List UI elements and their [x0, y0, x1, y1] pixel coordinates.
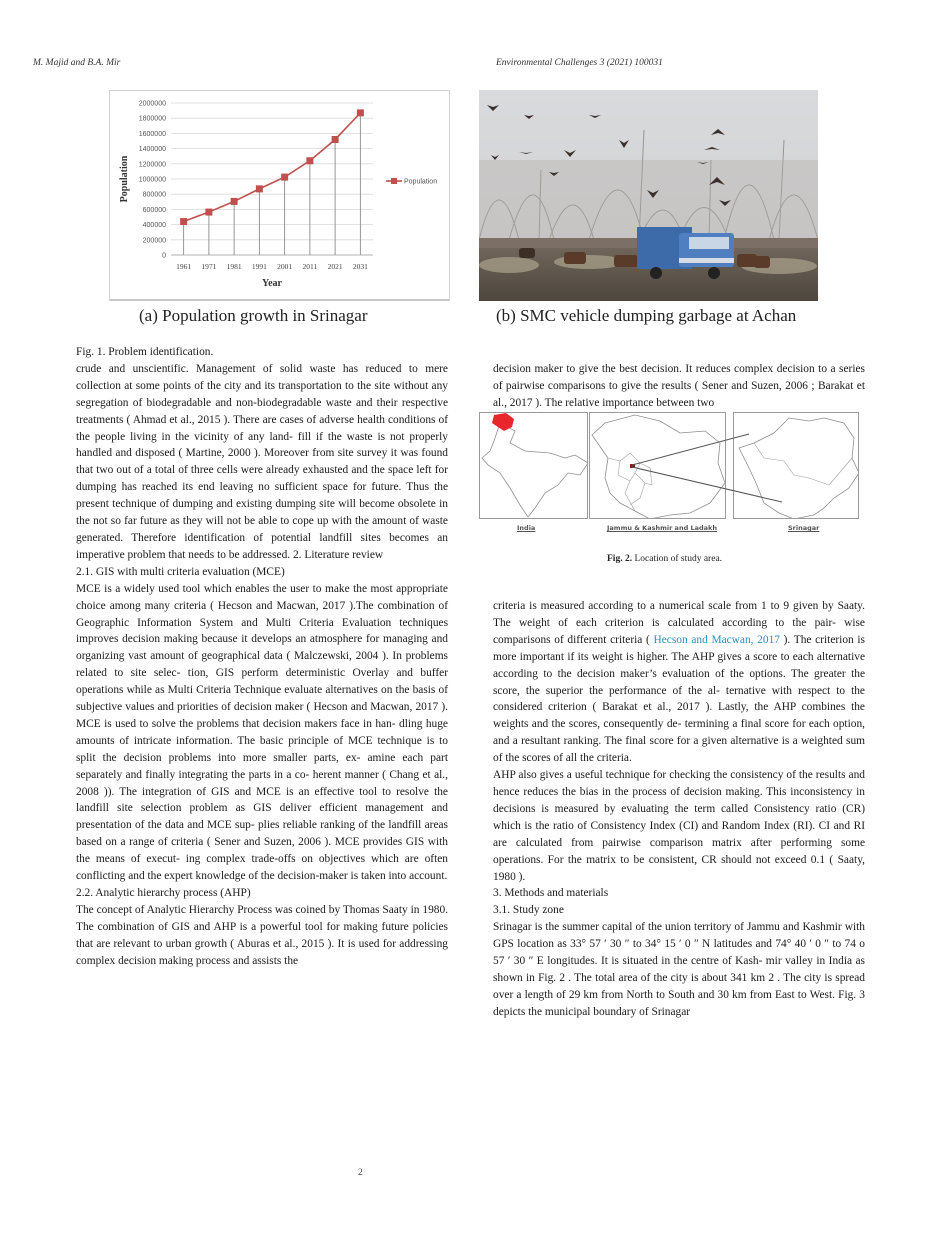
- data-point-marker: [205, 209, 212, 216]
- running-head-journal: Environmental Challenges 3 (2021) 100031: [496, 58, 663, 68]
- page-number: 2: [358, 1168, 363, 1178]
- map-label-jammu-kashmir-ladakh: Jammu & Kashmir and Ladakh: [607, 524, 718, 532]
- x-tick-label: 2031: [352, 262, 368, 271]
- section-heading-2-1: 2.1. GIS with multi criteria evaluation (MCE): [76, 565, 285, 578]
- y-tick-label: 1600000: [138, 130, 166, 138]
- x-axis-title: Year: [262, 278, 282, 289]
- figure1-caption: Fig. 1. Problem identification.: [76, 346, 214, 358]
- paragraph-ahp-weights: [493, 598, 865, 767]
- paragraph-mce: MCE is a widely used tool which enables the user to make the most appropriate choice among many criteria ( Hecson and Macwan, 2017 ).The combination of Geographic Information System and Multi Criteria Evaluation techniques improves decision making because it develops an atmosphere for managing and organizing vast amount of geographical data ( Malczewski, 2004 ). In problems related to site selec- tion, GIS perform deterministic Overlay and buffer operations while as Multi Criteria Technique evaluate alternatives on the basis of subjective values and priorities of decision maker ( Hecson and Macwan, 2017 ). MCE is used to solve the problems that decision makers face in han- dling huge amounts of intricate information. The basic principle of MCE technique is to split the decision problems into more smaller parts, ex- amine each part separately and finally integrating the parts in a co- herent manner ( Chang et al., 2008 )). The integration of GIS and MCE is an effective tool to resolve the landfill site selection problem as GIS deliver efficient management and presentation of the data and MCE sup- plies reliable ranking of the landfill areas based on a range of criteria ( Sener and Suzen, 2006 ). MCE provides GIS with the means of execut- ing complex trade-offs on objectives which are often conflicting and the expert knowledge of the decision-maker is taken into account.: [76, 582, 448, 883]
- legend-marker: [391, 178, 397, 184]
- map-label-india: India: [517, 524, 536, 532]
- y-tick-label: 0: [162, 252, 166, 260]
- map-india: [479, 412, 588, 519]
- population-series-line: [184, 113, 361, 222]
- citation-link-hecson-macwan[interactable]: Hecson and Macwan, 2017: [653, 633, 780, 646]
- data-point-marker: [256, 185, 263, 192]
- running-head-authors: M. Majid and B.A. Mir: [33, 58, 121, 68]
- y-tick-label: 1800000: [138, 115, 166, 123]
- y-tick-label: 2000000: [138, 100, 166, 108]
- subcaption-population-growth: (a) Population growth in Srinagar: [139, 306, 368, 325]
- x-tick-label: 2001: [277, 262, 293, 271]
- figure2-caption-text: Location of study area.: [632, 554, 723, 564]
- paragraph-consistency-ratio: AHP also gives a useful technique for checking the consistency of the results and hence reduces the bias in the process of decision making. This inconsistency in decisions is measured by evaluating the term called Consistency ratio (CR) which is the ratio of Consistency Index (CI) and Random Index (RI). CI and RI are calculated from pairwise comparison matrix after performing some operations. For the matrix to be consistent, CR should not exceed 0.1 ( Saaty, 1980 ).: [493, 769, 865, 883]
- district-boundaries: [608, 453, 652, 511]
- paragraph-ahp-weights-part1: criteria is measured according to a numerical scale from 1 to 9 given by Saaty. The weight of each criterion is calculated according to the pair- wise comparisons of different criteria (: [493, 600, 865, 646]
- paragraph-study-zone: Srinagar is the summer capital of the union territory of Jammu and Kashmir with GPS location as 33° 57 ′ 30 ″ to 34° 15 ′ 0 ″ N latitudes and 74° 40 ′ 0 ″ to 74 o 57 ′ 30 ″ E longitudes. It is situated in the centre of Kash- mir valley in India as shown in Fig. 2 . The total area of the city is about 341 km 2 . The city is spread over a length of 29 km from North to South and 30 km from East to West. Fig. 3 depicts the municipal boundary of Srinagar: [493, 921, 865, 1018]
- data-point-marker: [306, 157, 313, 164]
- srinagar-inner-boundary: [754, 443, 852, 485]
- data-point-marker: [281, 174, 288, 181]
- left-column: [76, 344, 448, 970]
- srinagar-outline: [739, 418, 859, 519]
- y-tick-label: 400000: [142, 222, 166, 230]
- x-tick-label: 2021: [327, 262, 343, 271]
- x-tick-label: 1971: [201, 262, 217, 271]
- section-heading-3: 3. Methods and materials: [493, 887, 609, 900]
- data-point-marker: [180, 218, 187, 225]
- right-column-bottom: [493, 598, 865, 1021]
- x-tick-label: 1961: [176, 262, 192, 271]
- map-jammu-kashmir-ladakh: [589, 412, 726, 519]
- data-point-marker: [231, 198, 238, 205]
- y-tick-label: 1400000: [138, 146, 166, 154]
- subcaption-smc-vehicle: (b) SMC vehicle dumping garbage at Achan: [496, 306, 797, 325]
- y-tick-label: 800000: [142, 191, 166, 199]
- data-point-marker: [332, 136, 339, 143]
- srinagar-marker: [630, 464, 635, 468]
- section-heading-3-1: 3.1. Study zone: [493, 904, 564, 917]
- data-point-marker: [357, 109, 364, 116]
- study-area-location-figure: [479, 412, 859, 532]
- paragraph-ahp-continued: decision maker to give the best decision. It reduces complex decision to a series of pairwise comparisons to give the results ( Sener and Suzen, 2006 ; Barakat et al., 2017 ). The relative importance between two: [493, 363, 865, 409]
- paragraph-problem-statement: crude and unscientific. Management of solid waste has reduced to mere collection at some points of the city and its transportation to the site without any segregation of biodegradable and non-biodegradable waste and their respective treatments ( Ahmad et al., 2015 ). There are cases of adverse health conditions of the people living in the vicinity of any land- fill if the waste is not properly handled and disposed ( Martine, 2000 ). Moreover from site survey it was found that two out of a total of three cells were already exhausted and the space left for dumping has reached its end leaving no sufficient space for future. Thus the present technique of dumping and existing dumping site will become obsolete in the not so far future as they will not be able to cope up with the amount of waste generated. Therefore identification of potential landfill sites becomes an imperative problem that needs to be addressed. 2. Literature review: [76, 362, 448, 561]
- x-tick-label: 1981: [226, 262, 242, 271]
- population-chart: [109, 90, 450, 301]
- section-heading-2-2: 2.2. Analytic hierarchy process (AHP): [76, 887, 251, 899]
- x-tick-label: 2011: [302, 262, 318, 271]
- y-tick-label: 1000000: [138, 176, 166, 184]
- map-srinagar: [733, 412, 859, 519]
- garbage-dump-photo: [479, 90, 818, 301]
- paragraph-ahp-intro: The concept of Analytic Hierarchy Process was coined by Thomas Saaty in 1980. The combination of GIS and AHP is a powerful tool for making future policies that are relevant to urban growth ( Aburas et al., 2015 ). It is used for addressing complex decision making process and assists the: [76, 903, 448, 967]
- y-axis-title: Population: [119, 155, 130, 203]
- y-tick-label: 1200000: [138, 161, 166, 169]
- figure2-label: Fig. 2.: [607, 554, 633, 564]
- paragraph-ahp-weights-part2: ). The criterion is more important if its weight is higher. The AHP gives a score to each alternative according to the decision maker’s evaluation of the options. The greater the score, the superior the performance of the al- ternative with respect to the considered criterion ( Barakat et al., 2017 ). Lastly, the AHP combines the weights and the scores, consequently de- termining a final score for each option, and a resultant ranking. The final score for a given alternative is a weighted sum of the scores of all the criteria.: [493, 633, 865, 765]
- y-tick-label: 200000: [142, 237, 166, 245]
- legend-label: Population: [404, 178, 438, 186]
- map-label-srinagar: Srinagar: [788, 524, 820, 532]
- india-outline: [482, 423, 588, 517]
- right-column-top: [493, 361, 865, 412]
- jk-outline: [592, 415, 725, 519]
- x-tick-label: 1991: [251, 262, 267, 271]
- y-tick-label: 600000: [142, 206, 166, 214]
- figure2-caption: [607, 554, 722, 564]
